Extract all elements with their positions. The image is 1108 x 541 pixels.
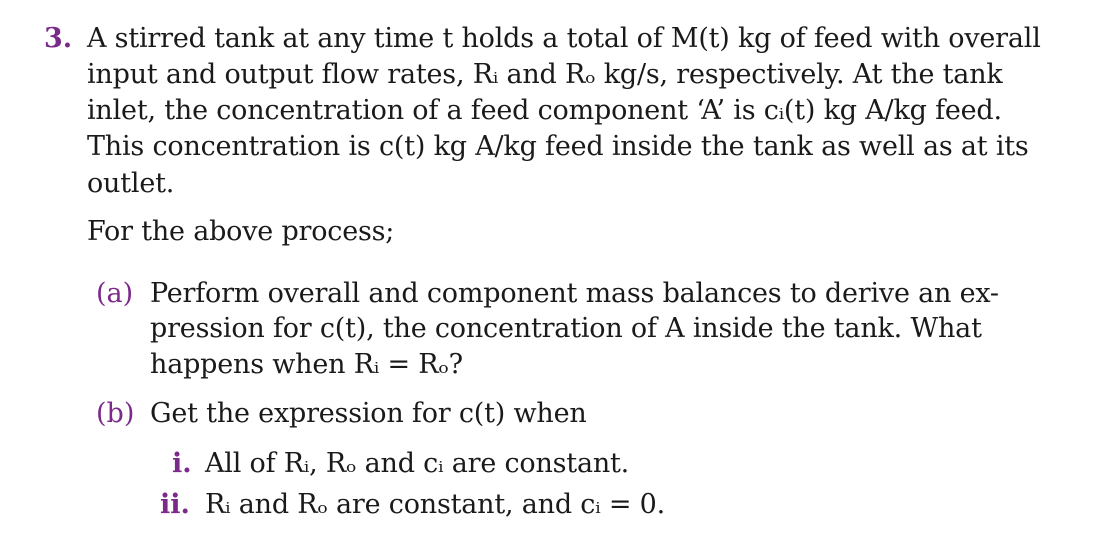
problem-line-5: outlet. xyxy=(87,168,175,199)
subpart-i-text: All of Rᵢ, Rₒ and cᵢ are constant. xyxy=(205,448,630,479)
problem-line-4: This concentration is c(t) kg A/kg feed inside the tank as well as at its xyxy=(87,131,1029,162)
part-b-label: (b) xyxy=(96,398,135,429)
subpart-ii-text: Rᵢ and Rₒ are constant, and cᵢ = 0. xyxy=(205,489,666,520)
part-a-line-1: Perform overall and component mass balances to derive an ex- xyxy=(150,278,999,309)
problem-line-2: input and output flow rates, Rᵢ and Rₒ kg/s, respectively. At the tank xyxy=(87,59,1003,90)
problem-line-1: A stirred tank at any time t holds a total of M(t) kg of feed with overall xyxy=(87,23,1041,54)
problem-prompt: For the above process; xyxy=(87,216,395,247)
part-a-line-3: happens when Rᵢ = Rₒ? xyxy=(150,349,463,380)
part-a-line-2: pression for c(t), the concentration of A inside the tank. What xyxy=(150,313,982,344)
subpart-i-label: i. xyxy=(172,448,192,479)
problem-line-3: inlet, the concentration of a feed component ‘A’ is cᵢ(t) kg A/kg feed. xyxy=(87,95,1002,126)
part-a-label: (a) xyxy=(96,278,134,309)
problem-number: 3. xyxy=(44,23,73,54)
part-b-line-1: Get the expression for c(t) when xyxy=(150,398,587,429)
subpart-ii-label: ii. xyxy=(160,489,190,520)
